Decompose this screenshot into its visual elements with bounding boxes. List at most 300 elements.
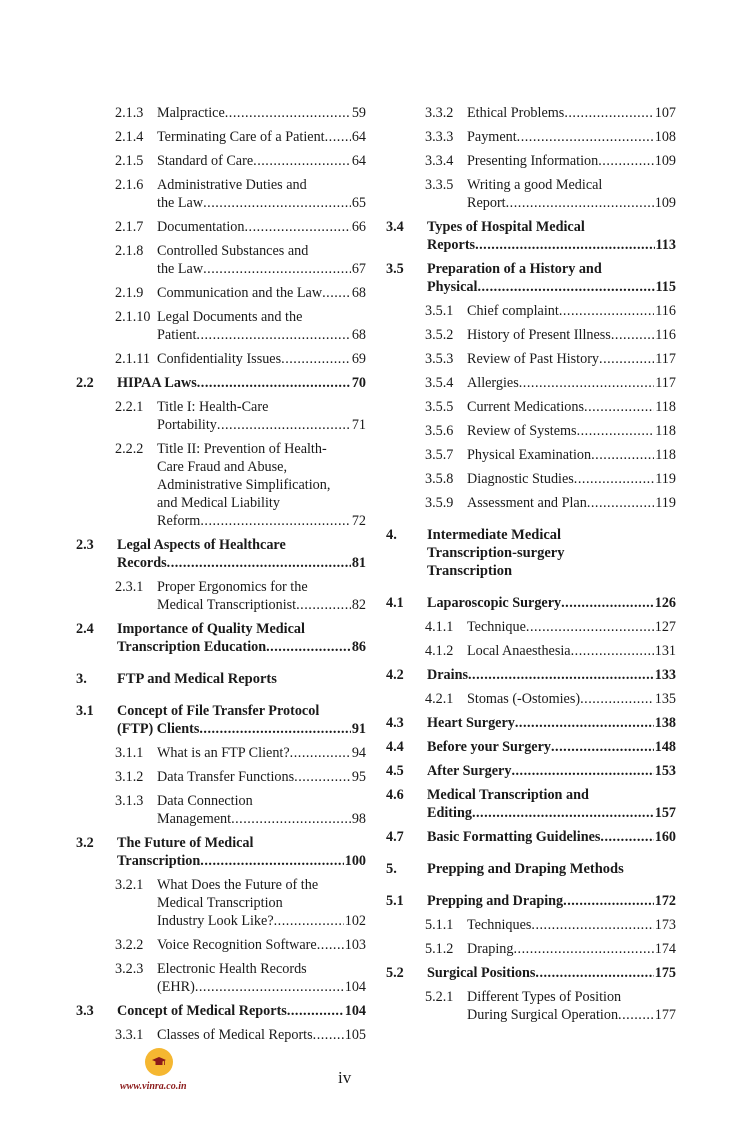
toc-entry-sub[interactable] [115, 744, 366, 762]
toc-entry-sub[interactable] [425, 642, 676, 660]
toc-page-number: 59 [351, 105, 366, 121]
toc-title-line: the Law [157, 261, 204, 277]
toc-title-line: Medical Transcription and [427, 787, 589, 803]
toc-title-line: Importance of Quality Medical [117, 621, 305, 637]
toc-entry-chap[interactable] [386, 860, 676, 878]
dot-leader [580, 690, 654, 708]
toc-entry-title [427, 666, 676, 684]
toc-entry-number: 5.1.2 [425, 941, 454, 957]
toc-entry-title [157, 578, 366, 614]
toc-left-column [76, 104, 366, 1050]
toc-entry-sec[interactable] [386, 714, 676, 732]
toc-page-number: 70 [351, 375, 366, 391]
toc-entry-number: 3.3.5 [425, 177, 454, 193]
toc-entry-title [117, 374, 366, 392]
toc-entry-title [467, 104, 676, 122]
toc-entry-sec[interactable] [76, 1002, 366, 1020]
toc-entry-sub[interactable] [425, 988, 676, 1024]
toc-entry-title [467, 618, 676, 636]
toc-entry-number: 3.3.4 [425, 153, 454, 169]
toc-title-line: Technique [467, 619, 526, 635]
toc-page-number: 157 [654, 805, 676, 821]
toc-page-number: 117 [655, 351, 676, 367]
toc-entry-number: 3.5.9 [425, 495, 454, 511]
toc-page-number: 109 [654, 195, 676, 211]
toc-entry-sec[interactable] [386, 594, 676, 612]
toc-entry-number: 3.5.6 [425, 423, 454, 439]
toc-entry-title [117, 670, 366, 688]
toc-page-number: 68 [351, 327, 366, 343]
toc-entry-sub[interactable] [425, 152, 676, 170]
toc-title-line: Surgical Positions [427, 965, 536, 981]
toc-entry-sub[interactable] [115, 128, 366, 146]
toc-title-line: Patient [157, 327, 197, 343]
dot-leader [587, 494, 654, 512]
toc-entry-title [467, 470, 676, 488]
toc-title-line: HIPAA Laws [117, 375, 197, 391]
toc-page-number: 81 [351, 555, 366, 571]
toc-page-number: 148 [654, 739, 676, 755]
toc-entry-sub[interactable] [115, 284, 366, 302]
toc-entry-title [427, 786, 676, 822]
dot-leader [506, 194, 654, 212]
toc-entry-title [157, 218, 366, 236]
toc-title-line: History of Present Illness [467, 327, 611, 343]
toc-entry-title [157, 936, 366, 954]
dot-leader [472, 804, 654, 822]
toc-page-number: 109 [654, 153, 676, 169]
toc-entry-sec[interactable] [76, 620, 366, 656]
toc-entry-number: 2.1.9 [115, 285, 144, 301]
toc-title-line: Draping [467, 941, 514, 957]
toc-page-number: 67 [351, 261, 366, 277]
toc-entry-title [427, 260, 676, 296]
toc-title-line: Physical Examination [467, 447, 592, 463]
toc-entry-sub[interactable] [425, 618, 676, 636]
toc-entry-title [427, 892, 676, 910]
toc-entry-sub[interactable] [115, 1026, 366, 1044]
dot-leader [203, 194, 351, 212]
dot-leader [195, 978, 344, 996]
dot-leader [600, 828, 653, 846]
toc-title-line: Drains [427, 667, 468, 683]
toc-page-number: 104 [344, 1003, 366, 1019]
toc-entry-number: 3.1.2 [115, 769, 144, 785]
toc-entry-number: 3.5.8 [425, 471, 454, 487]
toc-page-number: 118 [655, 423, 676, 439]
toc-page-number: 172 [654, 893, 676, 909]
toc-page-number: 66 [351, 219, 366, 235]
toc-entry-title [117, 620, 366, 656]
toc-entry-sub[interactable] [425, 374, 676, 392]
toc-page-number: 118 [655, 447, 676, 463]
toc-entry-title [467, 422, 676, 440]
dot-leader [584, 398, 654, 416]
toc-entry-number: 4.3 [386, 715, 404, 731]
toc-entry-sub[interactable] [425, 494, 676, 512]
toc-title-line: Malpractice [157, 105, 225, 121]
toc-title-line: The Future of Medical [117, 835, 254, 851]
toc-entry-number: 3.5.5 [425, 399, 454, 415]
toc-page-number: 126 [654, 595, 676, 611]
toc-title-line: Confidentiality Issues [157, 351, 282, 367]
dot-leader [322, 284, 351, 302]
toc-title-line: Different Types of Position [467, 989, 622, 1005]
dot-leader [468, 666, 654, 684]
toc-entry-number: 3.3 [76, 1003, 94, 1019]
toc-title-line: Medical Transcriptionist [157, 597, 297, 613]
dot-leader [266, 638, 351, 656]
toc-title-line: Current Medications [467, 399, 585, 415]
toc-title-line: Reports [427, 237, 476, 253]
toc-entry-sec[interactable] [386, 828, 676, 846]
toc-entry-sub[interactable] [115, 350, 366, 368]
toc-entry-number: 4.6 [386, 787, 404, 803]
dot-leader [598, 152, 654, 170]
dot-leader [591, 446, 654, 464]
toc-entry-number: 3.2.2 [115, 937, 144, 953]
dot-leader [281, 350, 351, 368]
toc-entry-title [467, 398, 676, 416]
toc-title-line: (EHR) [157, 979, 195, 995]
toc-title-line: What is an FTP Client? [157, 745, 290, 761]
toc-page-number: 118 [655, 399, 676, 415]
toc-entry-sec[interactable] [76, 702, 366, 738]
toc-right-column [386, 104, 676, 1030]
dot-leader [519, 374, 654, 392]
toc-page-number: 72 [351, 513, 366, 529]
toc-title-line: Diagnostic Studies [467, 471, 574, 487]
toc-entry-title [467, 494, 676, 512]
toc-entry-sub[interactable] [425, 690, 676, 708]
toc-entry-number: 2.2 [76, 375, 94, 391]
toc-entry-number: 5.1.1 [425, 917, 454, 933]
dot-leader [200, 852, 343, 870]
graduation-cap-icon [152, 1057, 166, 1067]
toc-page-number: 135 [654, 691, 676, 707]
toc-title-line: Data Connection [157, 793, 253, 809]
toc-title-line: Communication and the Law [157, 285, 323, 301]
toc-entry-number: 4. [386, 527, 397, 543]
dot-leader [531, 916, 653, 934]
toc-entry-title [467, 374, 676, 392]
toc-entry-number: 3.1.1 [115, 745, 144, 761]
toc-entry-chap[interactable] [76, 670, 366, 688]
toc-entry-sub[interactable] [115, 176, 366, 212]
toc-page-number: 131 [654, 643, 676, 659]
dot-leader [477, 278, 654, 296]
toc-entry-title [117, 536, 366, 572]
toc-entry-number: 2.1.8 [115, 243, 144, 259]
toc-entry-number: 2.1.4 [115, 129, 144, 145]
toc-entry-sub[interactable] [425, 176, 676, 212]
toc-page-number: 65 [351, 195, 366, 211]
toc-entry-sub[interactable] [425, 398, 676, 416]
toc-entry-sec[interactable] [386, 892, 676, 910]
toc-entry-sec[interactable] [76, 834, 366, 870]
toc-page-number: 173 [654, 917, 676, 933]
toc-entry-sub[interactable] [425, 940, 676, 958]
toc-title-line: Types of Hospital Medical [427, 219, 585, 235]
toc-entry-sec[interactable] [76, 536, 366, 572]
toc-page-number: 98 [351, 811, 366, 827]
toc-title-line: Basic Formatting Guidelines [427, 829, 601, 845]
dot-leader [225, 104, 351, 122]
toc-title-line: Title II: Prevention of Health- [157, 441, 327, 457]
toc-title-line: Reform [157, 513, 201, 529]
toc-title-line: Writing a good Medical [467, 177, 603, 193]
toc-entry-sub[interactable] [425, 916, 676, 934]
toc-entry-title [157, 104, 366, 122]
toc-page-number: 160 [654, 829, 676, 845]
toc-entry-number: 5.1 [386, 893, 404, 909]
toc-title-line: Transcription [117, 853, 201, 869]
toc-title-line: Assessment and Plan [467, 495, 587, 511]
toc-entry-chap[interactable] [386, 526, 676, 580]
dot-leader [618, 1006, 654, 1024]
toc-title-line: Portability [157, 417, 217, 433]
dot-leader [535, 964, 653, 982]
toc-page-number: 119 [655, 471, 676, 487]
toc-entry-title [467, 128, 676, 146]
toc-title-line: Review of Systems [467, 423, 577, 439]
dot-leader [577, 422, 655, 440]
toc-page-number: 119 [655, 495, 676, 511]
toc-entry-title [157, 876, 366, 930]
toc-entry-number: 2.1.5 [115, 153, 144, 169]
toc-entry-sub[interactable] [425, 128, 676, 146]
toc-entry-sub[interactable] [115, 936, 366, 954]
toc-title-line: Voice Recognition Software [157, 937, 317, 953]
publisher-website[interactable]: www.vinra.co.in [120, 1081, 187, 1092]
dot-leader [611, 326, 654, 344]
dot-leader [167, 554, 351, 572]
toc-entry-number: 4.1.2 [425, 643, 454, 659]
toc-entry-sub[interactable] [425, 470, 676, 488]
toc-page-number: 91 [351, 721, 366, 737]
toc-entry-sec[interactable] [386, 964, 676, 982]
toc-page-number: 127 [654, 619, 676, 635]
toc-entry-number: 3.5.4 [425, 375, 454, 391]
dot-leader [313, 1026, 344, 1044]
dot-leader [526, 618, 654, 636]
toc-entry-sub[interactable] [425, 104, 676, 122]
dot-leader [253, 152, 351, 170]
dot-leader [475, 236, 654, 254]
toc-entry-sub[interactable] [115, 960, 366, 996]
toc-entry-title [467, 350, 676, 368]
toc-title-line: Transcription Education [117, 639, 267, 655]
toc-page-number: 71 [351, 417, 366, 433]
dot-leader [317, 936, 344, 954]
toc-entry-number: 4.4 [386, 739, 404, 755]
toc-entry-title [117, 834, 366, 870]
toc-entry-title [427, 860, 676, 878]
toc-title-line: Classes of Medical Reports [157, 1027, 313, 1043]
dot-leader [511, 762, 653, 780]
toc-entry-number: 3.2.1 [115, 877, 144, 893]
toc-title-line: the Law [157, 195, 204, 211]
toc-entry-number: 5.2.1 [425, 989, 454, 1005]
toc-title-line: Data Transfer Functions [157, 769, 295, 785]
toc-entry-sub[interactable] [425, 446, 676, 464]
toc-title-line: Chief complaint [467, 303, 559, 319]
toc-page-number: 95 [351, 769, 366, 785]
toc-entry-title [427, 594, 676, 612]
toc-title-line: Legal Aspects of Healthcare [117, 537, 286, 553]
toc-entry-sec[interactable] [386, 260, 676, 296]
toc-entry-number: 2.1.7 [115, 219, 144, 235]
toc-entry-number: 2.3 [76, 537, 94, 553]
toc-page-number: 64 [351, 153, 366, 169]
toc-entry-sec[interactable] [386, 738, 676, 756]
dot-leader [294, 768, 351, 786]
dot-leader [296, 596, 351, 614]
toc-entry-title [467, 642, 676, 660]
toc-entry-number: 3.4 [386, 219, 404, 235]
toc-page-number: 113 [655, 237, 676, 253]
toc-entry-sub[interactable] [425, 422, 676, 440]
toc-page-number: 108 [654, 129, 676, 145]
toc-entry-sub[interactable] [425, 350, 676, 368]
dot-leader [200, 512, 350, 530]
toc-entry-title [157, 350, 366, 368]
toc-entry-sub[interactable] [115, 876, 366, 930]
dot-leader [551, 738, 654, 756]
toc-title-line: After Surgery [427, 763, 512, 779]
toc-title-line: Administrative Duties and [157, 177, 307, 193]
toc-entry-number: 4.1 [386, 595, 404, 611]
toc-title-line: Heart Surgery [427, 715, 515, 731]
toc-entry-number: 4.2.1 [425, 691, 454, 707]
toc-entry-number: 3.3.2 [425, 105, 454, 121]
toc-entry-sub[interactable] [425, 326, 676, 344]
toc-entry-number: 3.3.1 [115, 1027, 144, 1043]
toc-title-line: Intermediate Medical [427, 527, 562, 543]
toc-entry-number: 3.5 [386, 261, 404, 277]
dot-leader [561, 594, 654, 612]
toc-entry-sub[interactable] [115, 440, 366, 530]
toc-entry-title [157, 152, 366, 170]
publisher-logo [145, 1048, 173, 1076]
toc-entry-number: 4.7 [386, 829, 404, 845]
toc-entry-title [157, 176, 366, 212]
toc-title-line: Review of Past History [467, 351, 600, 367]
toc-entry-title [157, 398, 366, 434]
toc-title-line: Transcription-surgery [427, 545, 565, 561]
toc-title-line: Title I: Health-Care [157, 399, 269, 415]
toc-page-number: 138 [654, 715, 676, 731]
toc-entry-sub[interactable] [115, 104, 366, 122]
toc-entry-title [157, 284, 366, 302]
dot-leader [514, 940, 654, 958]
toc-entry-sub[interactable] [115, 152, 366, 170]
dot-leader [287, 1002, 344, 1020]
toc-page-number: 115 [655, 279, 676, 295]
toc-entry-sub[interactable] [115, 768, 366, 786]
page-number: iv [338, 1068, 352, 1087]
toc-entry-title [157, 960, 366, 996]
toc-entry-sub[interactable] [115, 218, 366, 236]
toc-title-line: Editing [427, 805, 472, 821]
toc-entry-sub[interactable] [425, 302, 676, 320]
toc-title-line: Industry Look Like? [157, 913, 274, 929]
toc-entry-number: 4.1.1 [425, 619, 454, 635]
toc-entry-title [467, 326, 676, 344]
toc-entry-title [467, 940, 676, 958]
toc-title-line: Concept of Medical Reports [117, 1003, 287, 1019]
toc-title-line: Management [157, 811, 232, 827]
toc-title-line: and Medical Liability [157, 495, 280, 511]
toc-entry-title [427, 738, 676, 756]
toc-entry-number: 2.1.10 [115, 309, 151, 325]
toc-entry-number: 3.1 [76, 703, 94, 719]
toc-entry-title [467, 988, 676, 1024]
toc-title-line: (FTP) Clients [117, 721, 200, 737]
toc-entry-title [467, 916, 676, 934]
toc-page-number: 174 [654, 941, 676, 957]
toc-entry-title [467, 176, 676, 212]
toc-entry-sub[interactable] [115, 398, 366, 434]
toc-title-line: Prepping and Draping Methods [427, 861, 624, 877]
toc-title-line: Preparation of a History and [427, 261, 602, 277]
toc-title-line: Proper Ergonomics for the [157, 579, 308, 595]
toc-entry-number: 3.1.3 [115, 793, 144, 809]
toc-title-line: What Does the Future of the [157, 877, 319, 893]
toc-title-line: Prepping and Draping [427, 893, 564, 909]
toc-page-number: 94 [351, 745, 366, 761]
dot-leader [599, 350, 654, 368]
toc-entry-sub[interactable] [115, 242, 366, 278]
toc-entry-sec[interactable] [76, 374, 366, 392]
dot-leader [244, 218, 350, 236]
toc-page-number: 64 [351, 129, 366, 145]
toc-page-number: 116 [655, 303, 676, 319]
toc-title-line: Terminating Care of a Patient [157, 129, 325, 145]
toc-entry-number: 2.2.2 [115, 441, 144, 457]
dot-leader [325, 128, 351, 146]
toc-page-number: 117 [655, 375, 676, 391]
toc-entry-sec[interactable] [386, 666, 676, 684]
toc-entry-sub[interactable] [115, 308, 366, 344]
toc-entry-number: 2.3.1 [115, 579, 144, 595]
toc-entry-sec[interactable] [386, 786, 676, 822]
dot-leader [517, 128, 654, 146]
toc-entry-number: 2.1.6 [115, 177, 144, 193]
toc-entry-number: 4.5 [386, 763, 404, 779]
toc-entry-number: 3. [76, 671, 87, 687]
toc-title-line: Before your Surgery [427, 739, 551, 755]
toc-entry-title [157, 792, 366, 828]
toc-entry-sec[interactable] [386, 762, 676, 780]
toc-entry-title [427, 762, 676, 780]
dot-leader [231, 810, 351, 828]
dot-leader [196, 326, 350, 344]
toc-entry-sub[interactable] [115, 792, 366, 828]
toc-page-number: 68 [351, 285, 366, 301]
toc-title-line: Records [117, 555, 167, 571]
toc-title-line: Allergies [467, 375, 519, 391]
dot-leader [559, 302, 654, 320]
dot-leader [515, 714, 654, 732]
toc-entry-title [467, 302, 676, 320]
toc-page-number: 86 [351, 639, 366, 655]
toc-title-line: Legal Documents and the [157, 309, 303, 325]
toc-page-number: 103 [344, 937, 366, 953]
toc-title-line: Ethical Problems [467, 105, 565, 121]
toc-entry-sec[interactable] [386, 218, 676, 254]
toc-entry-sub[interactable] [115, 578, 366, 614]
